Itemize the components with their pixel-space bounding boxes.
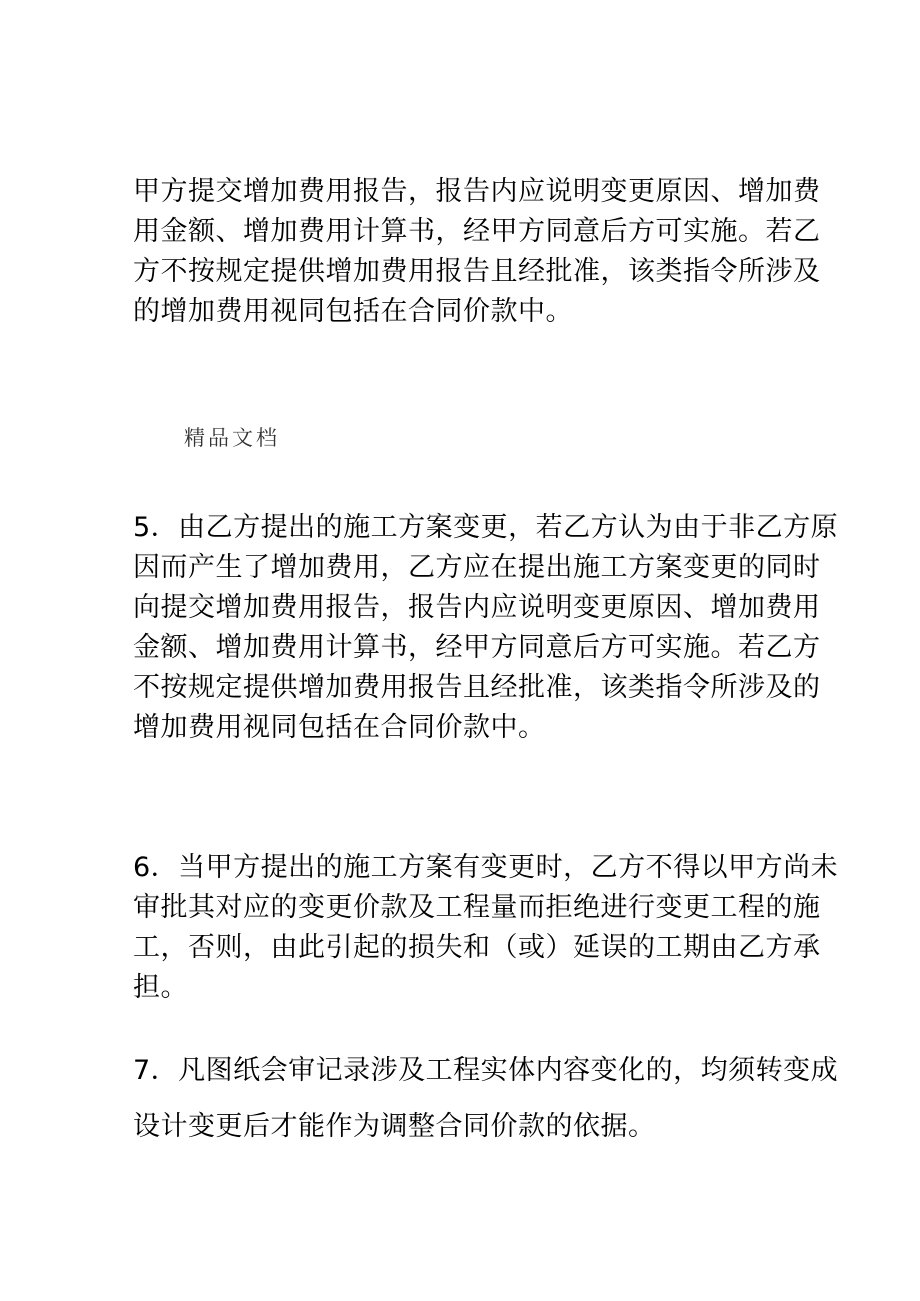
paragraph-item-7 xyxy=(133,1043,839,1155)
text-line: 向提交增加费用报告，报告内应说明变更原因、增加费用 xyxy=(133,592,821,623)
text-line: 增加费用视同包括在合同价款中。 xyxy=(133,712,546,743)
text-line: 设计变更后才能作为调整合同价款的依据。 xyxy=(133,1111,656,1142)
paragraph-item-5 xyxy=(133,508,839,748)
text-line: 因而产生了增加费用，乙方应在提出施工方案变更的同时 xyxy=(133,552,821,583)
watermark-text: 精品文档 xyxy=(184,426,280,450)
text-line: 不按规定提供增加费用报告且经批准，该类指令所涉及的 xyxy=(133,672,821,703)
paragraph-item-6 xyxy=(133,848,839,1008)
text-line: 6．当甲方提出的施工方案有变更时，乙方不得以甲方尚未 xyxy=(133,852,839,883)
text-line: 的增加费用视同包括在合同价款中。 xyxy=(133,296,573,327)
paragraph-continuation xyxy=(133,172,821,332)
text-line: 金额、增加费用计算书，经甲方同意后方可实施。若乙方 xyxy=(133,632,821,663)
text-line: 5．由乙方提出的施工方案变更，若乙方认为由于非乙方原 xyxy=(133,512,839,543)
text-line: 甲方提交增加费用报告，报告内应说明变更原因、增加费 xyxy=(133,176,821,207)
text-line: 用金额、增加费用计算书，经甲方同意后方可实施。若乙 xyxy=(133,216,821,247)
text-line: 方不按规定提供增加费用报告且经批准，该类指令所涉及 xyxy=(133,256,821,287)
text-line: 审批其对应的变更价款及工程量而拒绝进行变更工程的施 xyxy=(133,892,821,923)
text-line: 7．凡图纸会审记录涉及工程实体内容变化的，均须转变成 xyxy=(133,1055,839,1086)
text-line: 工，否则，由此引起的损失和（或）延误的工期由乙方承 xyxy=(133,932,821,963)
text-line: 担。 xyxy=(133,972,188,1003)
